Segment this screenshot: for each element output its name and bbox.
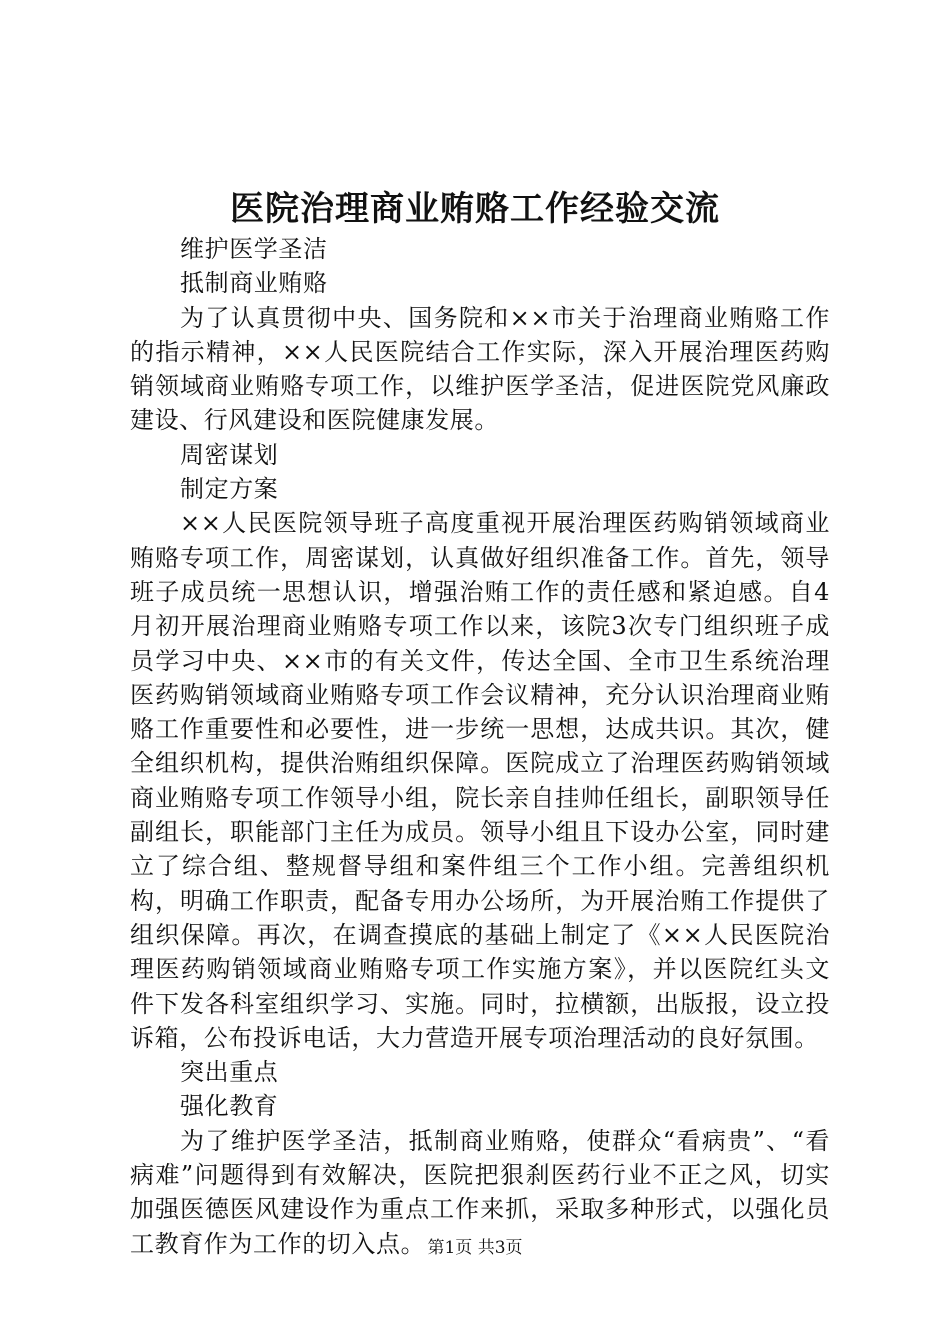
body-paragraph: 为了维护医学圣洁，抵制商业贿赂，使群众“看病贵”、“看病难”问题得到有效解决，医院把狠刹医药行业不正之风，切实加强医德医风建设作为重点工作来抓，采取多种形式，以强化员工教育作为工作的切入点。 — [130, 1126, 830, 1258]
page-footer: 第1页 共3页 — [427, 1238, 523, 1258]
section-heading: 突出重点 — [180, 1058, 279, 1087]
section-heading: 强化教育 — [180, 1092, 279, 1121]
document-body — [130, 232, 830, 1261]
section-heading: 周密谋划 — [180, 440, 279, 469]
body-paragraph: ××人民医院领导班子高度重视开展治理医药购销领域商业贿赂专项工作，周密谋划，认真做好组织准备工作。首先，领导班子成员统一思想认识，增强治贿工作的责任感和紧迫感。自4月初开展治理商业贿赂专项工作以来，该院3次专门组织班子成员学习中央、××市的有关文件，传达全国、全市卫生系统治理医药购销领域商业贿赂专项工作会议精神，充分认识治理商业贿赂工作重要性和必要性，进一步统一思想，达成共识。其次，健全组织机构，提供治贿组织保障。医院成立了治理医药购销领域商业贿赂专项工作领导小组，院长亲自挂帅任组长，副职领导任副组长，职能部门主任为成员。领导小组且下设办公室，同时建立了综合组、整规督导组和案件组三个工作小组。完善组织机构，明确工作职责，配备专用办公场所，为开展治贿工作提供了组织保障。再次，在调查摸底的基础上制定了《××人民医院治理医药购销领域商业贿赂专项工作实施方案》，并以医院红头文件下发各科室组织学习、实施。同时，拉横额，出版报，设立投诉箱，公布投诉电话，大力营造开展专项治理活动的良好氛围。 — [130, 509, 830, 1052]
body-paragraph: 为了认真贯彻中央、国务院和××市关于治理商业贿赂工作的指示精神，××人民医院结合工作实际，深入开展治理医药购销领域商业贿赂专项工作，以维护医学圣洁，促进医院党风廉政建设、行风建设和医院健康发展。 — [130, 303, 830, 435]
section-heading: 维护医学圣洁 — [180, 235, 328, 263]
section-heading: 制定方案 — [180, 475, 279, 504]
document-title: 医院治理商业贿赂工作经验交流 — [230, 189, 720, 229]
section-heading: 抵制商业贿赂 — [180, 269, 328, 298]
